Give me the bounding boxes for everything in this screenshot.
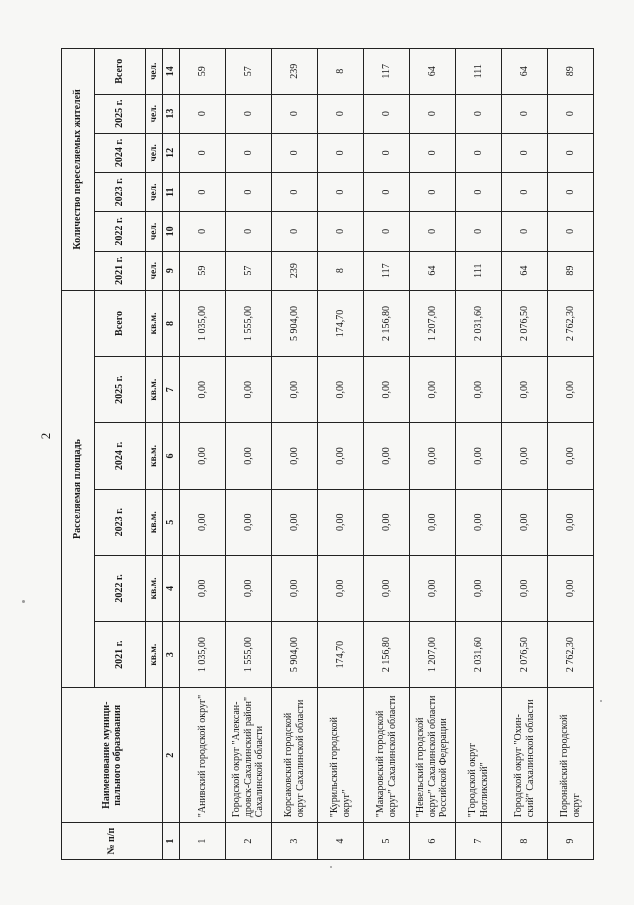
municipality-name: Поронайский городской округ — [548, 688, 594, 823]
area-value: 0,00 — [456, 423, 502, 489]
row-number: 2 — [226, 823, 272, 860]
municipality-name: Корсаковский городской округ Сахалинской области — [272, 688, 318, 823]
people-value: 0 — [502, 94, 548, 133]
people-value: 0 — [272, 173, 318, 212]
area-total: 2 076,50 — [502, 290, 548, 356]
area-value: 0,00 — [364, 357, 410, 423]
people-value: 64 — [410, 251, 456, 290]
col-number: 13 — [163, 94, 180, 133]
area-value: 2 031,60 — [456, 622, 502, 688]
unit-area: кв.м. — [146, 290, 163, 356]
row-number: 1 — [180, 823, 226, 860]
people-value: 59 — [180, 251, 226, 290]
col-number: 12 — [163, 133, 180, 172]
header-area-year: 2022 г. — [95, 555, 146, 621]
people-value: 0 — [318, 94, 364, 133]
area-total: 2 156,80 — [364, 290, 410, 356]
table-row — [226, 49, 272, 860]
scan-speck — [22, 600, 25, 603]
people-value: 0 — [456, 212, 502, 251]
people-value: 0 — [548, 212, 594, 251]
people-value: 0 — [410, 133, 456, 172]
people-value: 0 — [456, 133, 502, 172]
people-value: 0 — [364, 94, 410, 133]
people-value: 0 — [502, 212, 548, 251]
unit-people: чел. — [146, 173, 163, 212]
header-area-group: Расселяемая площадь — [62, 290, 95, 687]
area-value: 174,70 — [318, 622, 364, 688]
area-value: 0,00 — [410, 489, 456, 555]
table-row — [272, 49, 318, 860]
municipality-name: "Курильский городской округ" — [318, 688, 364, 823]
area-value: 0,00 — [272, 489, 318, 555]
row-number: 7 — [456, 823, 502, 860]
area-value: 0,00 — [226, 555, 272, 621]
area-value: 1 207,00 — [410, 622, 456, 688]
header-area-total: Всего — [95, 290, 146, 356]
table-row — [318, 49, 364, 860]
area-value: 0,00 — [502, 489, 548, 555]
unit-area: кв.м. — [146, 489, 163, 555]
area-value: 0,00 — [364, 555, 410, 621]
area-value: 0,00 — [502, 555, 548, 621]
area-value: 2 156,80 — [364, 622, 410, 688]
area-value: 0,00 — [456, 555, 502, 621]
area-value: 0,00 — [180, 555, 226, 621]
people-value: 0 — [226, 133, 272, 172]
area-value: 0,00 — [410, 357, 456, 423]
area-value: 0,00 — [456, 489, 502, 555]
people-value: 0 — [272, 133, 318, 172]
col-number: 7 — [163, 357, 180, 423]
area-value: 2 076,50 — [502, 622, 548, 688]
people-value: 0 — [364, 212, 410, 251]
area-value: 0,00 — [226, 423, 272, 489]
people-value: 8 — [318, 251, 364, 290]
area-value: 5 904,00 — [272, 622, 318, 688]
area-value: 0,00 — [548, 555, 594, 621]
area-value: 0,00 — [548, 489, 594, 555]
municipality-name: Городской округ "Алексан-дровск-Сахалинский район" Сахалинской области — [226, 688, 272, 823]
col-number: 10 — [163, 212, 180, 251]
header-people-year: 2022 г. — [95, 212, 146, 251]
scan-speck — [330, 866, 332, 868]
header-people-year: 2024 г. — [95, 133, 146, 172]
unit-people: чел. — [146, 251, 163, 290]
area-value: 0,00 — [364, 489, 410, 555]
table-body — [180, 49, 594, 860]
people-value: 0 — [456, 94, 502, 133]
people-value: 0 — [318, 173, 364, 212]
people-total: 64 — [502, 49, 548, 95]
area-total: 2 031,60 — [456, 290, 502, 356]
header-name: Наименование муници-пального образования — [62, 688, 163, 823]
people-total: 89 — [548, 49, 594, 95]
table-row — [180, 49, 226, 860]
col-number: 2 — [163, 688, 180, 823]
municipality-name: "Макаровский городской округ" Сахалинской области — [364, 688, 410, 823]
people-value: 0 — [180, 212, 226, 251]
resettlement-table — [61, 48, 594, 860]
area-total: 174,70 — [318, 290, 364, 356]
row-number: 5 — [364, 823, 410, 860]
area-value: 0,00 — [502, 423, 548, 489]
people-total: 64 — [410, 49, 456, 95]
header-area-year: 2023 г. — [95, 489, 146, 555]
table-row — [502, 49, 548, 860]
people-value: 0 — [548, 133, 594, 172]
area-total: 5 904,00 — [272, 290, 318, 356]
table-row — [456, 49, 502, 860]
area-value: 0,00 — [318, 357, 364, 423]
unit-people: чел. — [146, 133, 163, 172]
people-value: 117 — [364, 251, 410, 290]
people-value: 0 — [410, 173, 456, 212]
area-value: 0,00 — [548, 357, 594, 423]
area-total: 1 035,00 — [180, 290, 226, 356]
header-row-col-numbers — [163, 49, 180, 860]
area-value: 0,00 — [180, 489, 226, 555]
municipality-name: "Городской округ Ногликский" — [456, 688, 502, 823]
area-value: 0,00 — [272, 423, 318, 489]
table-row — [410, 49, 456, 860]
row-number: 3 — [272, 823, 318, 860]
people-value: 0 — [226, 212, 272, 251]
area-value: 0,00 — [502, 357, 548, 423]
area-value: 1 555,00 — [226, 622, 272, 688]
header-row-groups — [62, 49, 95, 860]
municipality-name: "Анивский городской округ" — [180, 688, 226, 823]
row-number: 8 — [502, 823, 548, 860]
people-value: 0 — [318, 133, 364, 172]
area-value: 0,00 — [364, 423, 410, 489]
people-value: 0 — [272, 212, 318, 251]
area-value: 0,00 — [410, 555, 456, 621]
header-people-group: Количество переселяемых жителей — [62, 49, 95, 291]
area-value: 0,00 — [456, 357, 502, 423]
people-value: 0 — [226, 94, 272, 133]
area-total: 2 762,30 — [548, 290, 594, 356]
people-value: 0 — [272, 94, 318, 133]
area-value: 0,00 — [180, 423, 226, 489]
area-value: 0,00 — [318, 423, 364, 489]
people-value: 64 — [502, 251, 548, 290]
unit-area: кв.м. — [146, 622, 163, 688]
header-no: № п/п — [62, 823, 163, 860]
unit-people: чел. — [146, 94, 163, 133]
people-value: 111 — [456, 251, 502, 290]
col-number: 3 — [163, 622, 180, 688]
col-number: 6 — [163, 423, 180, 489]
people-value: 0 — [548, 94, 594, 133]
col-number: 9 — [163, 251, 180, 290]
col-number: 11 — [163, 173, 180, 212]
row-number: 9 — [548, 823, 594, 860]
people-value: 0 — [318, 212, 364, 251]
col-number: 5 — [163, 489, 180, 555]
people-value: 0 — [180, 173, 226, 212]
table-row — [548, 49, 594, 860]
area-value: 0,00 — [318, 555, 364, 621]
row-number: 4 — [318, 823, 364, 860]
people-value: 0 — [180, 94, 226, 133]
col-number: 4 — [163, 555, 180, 621]
unit-area: кв.м. — [146, 423, 163, 489]
area-value: 0,00 — [318, 489, 364, 555]
area-value: 0,00 — [272, 555, 318, 621]
area-total: 1 555,00 — [226, 290, 272, 356]
municipality-name: Городской округ "Охин-ский" Сахалинской области — [502, 688, 548, 823]
area-value: 0,00 — [226, 357, 272, 423]
scan-speck — [600, 700, 602, 702]
area-value: 0,00 — [548, 423, 594, 489]
people-total: 59 — [180, 49, 226, 95]
people-total: 239 — [272, 49, 318, 95]
header-people-year: 2025 г. — [95, 94, 146, 133]
unit-area: кв.м. — [146, 555, 163, 621]
people-value: 89 — [548, 251, 594, 290]
row-number: 6 — [410, 823, 456, 860]
rotated-table-container — [61, 48, 582, 860]
people-total: 117 — [364, 49, 410, 95]
table-row — [364, 49, 410, 860]
people-value: 0 — [410, 212, 456, 251]
people-value: 0 — [226, 173, 272, 212]
people-value: 239 — [272, 251, 318, 290]
col-number: 8 — [163, 290, 180, 356]
unit-people: чел. — [146, 212, 163, 251]
col-number: 1 — [163, 823, 180, 860]
people-value: 0 — [410, 94, 456, 133]
area-value: 0,00 — [410, 423, 456, 489]
area-value: 2 762,30 — [548, 622, 594, 688]
people-value: 57 — [226, 251, 272, 290]
people-total: 8 — [318, 49, 364, 95]
unit-people: чел. — [146, 49, 163, 95]
area-value: 1 035,00 — [180, 622, 226, 688]
people-value: 0 — [180, 133, 226, 172]
area-value: 0,00 — [226, 489, 272, 555]
people-value: 0 — [502, 173, 548, 212]
people-value: 0 — [364, 133, 410, 172]
page-number: 2 — [38, 432, 53, 440]
area-total: 1 207,00 — [410, 290, 456, 356]
people-value: 0 — [364, 173, 410, 212]
people-value: 0 — [548, 173, 594, 212]
header-people-year: 2021 г. — [95, 251, 146, 290]
area-value: 0,00 — [272, 357, 318, 423]
header-people-year: 2023 г. — [95, 173, 146, 212]
header-area-year: 2021 г. — [95, 622, 146, 688]
header-people-total: Всего — [95, 49, 146, 95]
col-number: 14 — [163, 49, 180, 95]
people-value: 0 — [502, 133, 548, 172]
header-area-year: 2025 г. — [95, 357, 146, 423]
people-total: 111 — [456, 49, 502, 95]
people-total: 57 — [226, 49, 272, 95]
municipality-name: "Невельский городской округ" Сахалинской области Российской Федерации — [410, 688, 456, 823]
header-area-year: 2024 г. — [95, 423, 146, 489]
unit-area: кв.м. — [146, 357, 163, 423]
people-value: 0 — [456, 173, 502, 212]
area-value: 0,00 — [180, 357, 226, 423]
